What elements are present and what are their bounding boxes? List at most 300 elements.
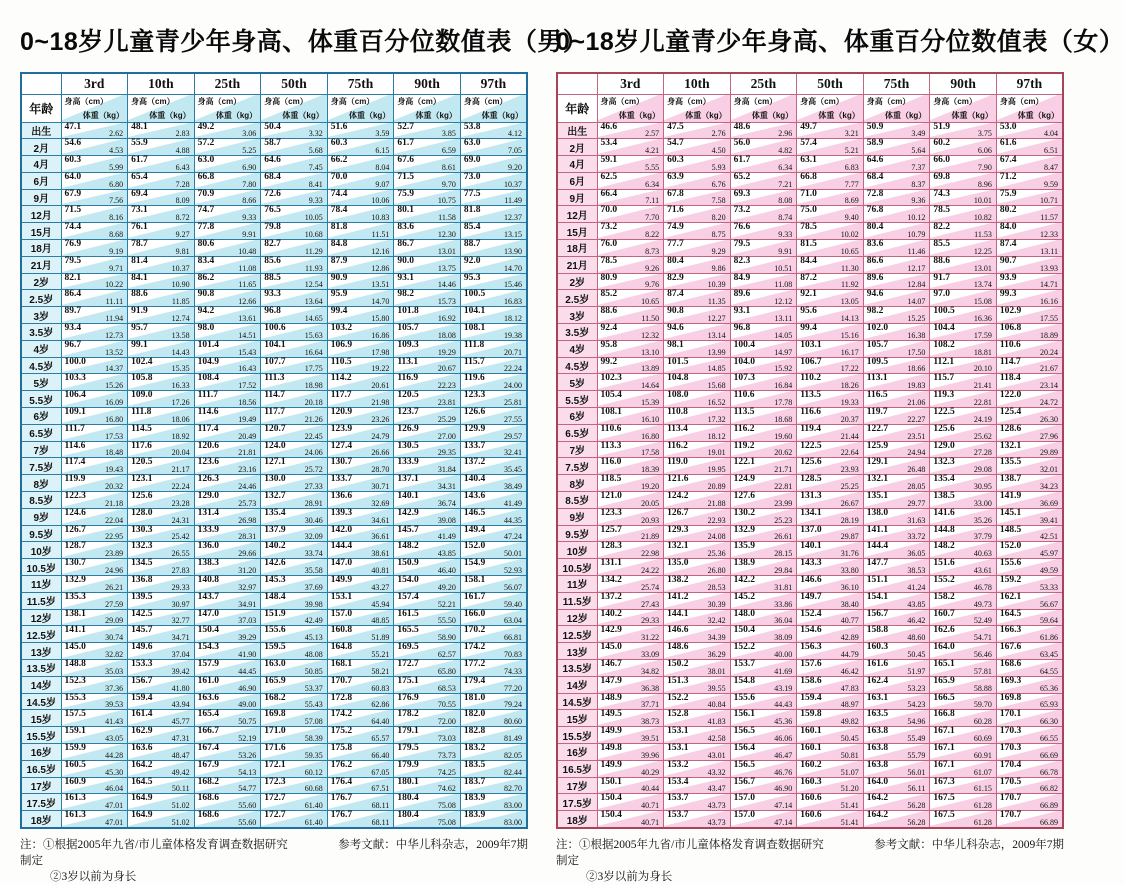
height-value: 117.4 (64, 457, 86, 468)
height-value: 123.3 (600, 507, 622, 518)
weight-value: 51.89 (371, 633, 390, 643)
height-value: 90.8 (667, 306, 684, 317)
height-value: 169.5 (397, 642, 419, 653)
weight-value: 24.06 (304, 448, 323, 458)
value-cell (797, 576, 864, 593)
height-value: 138.5 (933, 491, 955, 502)
age-cell: 15月 (557, 223, 597, 240)
weight-value: 38.53 (907, 566, 926, 576)
weight-value: 21.71 (774, 465, 793, 475)
value-cell (597, 559, 664, 576)
value-cell (460, 391, 527, 408)
height-value: 47.1 (64, 121, 82, 132)
weight-value: 10.83 (371, 213, 390, 223)
height-value: 145.2 (733, 591, 755, 602)
weight-value: 9.59 (1044, 179, 1058, 189)
age-cell: 6.5岁 (557, 424, 597, 441)
height-value: 154.3 (197, 642, 219, 653)
weight-value: 22.64 (840, 448, 859, 458)
value-cell (597, 189, 664, 206)
height-value: 78.5 (600, 255, 618, 266)
value-cell (996, 139, 1063, 156)
table-row (21, 592, 527, 609)
weight-unit-label: 体重（kg） (415, 110, 457, 120)
weight-value: 19.49 (238, 414, 257, 424)
value-cell (597, 811, 664, 828)
height-value: 119.6 (463, 373, 485, 384)
value-cell (460, 340, 527, 357)
value-cell (460, 777, 527, 794)
value-cell (730, 727, 797, 744)
height-value: 85.5 (933, 239, 950, 250)
weight-value: 25.74 (641, 582, 660, 592)
value-cell (930, 223, 997, 240)
height-value: 132.9 (64, 575, 86, 586)
value-cell (261, 576, 328, 593)
weight-value: 14.65 (304, 314, 323, 324)
weight-value: 9.36 (911, 196, 926, 206)
weight-value: 24.19 (973, 414, 992, 424)
height-value: 125.6 (933, 423, 955, 434)
height-value: 154.1 (866, 591, 889, 602)
height-value: 86.6 (866, 255, 884, 266)
height-value: 83.6 (866, 239, 884, 250)
value-cell (394, 324, 461, 341)
value-cell (730, 743, 797, 760)
height-value: 69.0 (463, 155, 481, 166)
value-cell (460, 811, 527, 828)
weight-value: 22.95 (105, 532, 124, 542)
value-cell (597, 256, 664, 273)
value-cell (61, 324, 128, 341)
value-cell (327, 441, 394, 458)
weight-value: 38.73 (641, 717, 660, 727)
height-value: 163.6 (131, 742, 153, 753)
weight-value: 13.15 (504, 230, 522, 240)
weight-value: 27.33 (304, 482, 323, 492)
value-cell (394, 290, 461, 307)
table-row (557, 122, 1063, 139)
value-cell (61, 643, 128, 660)
value-cell (394, 340, 461, 357)
height-value: 49.7 (800, 121, 817, 132)
height-value: 74.4 (64, 222, 82, 233)
height-value: 66.8 (800, 171, 817, 182)
height-value: 84.0 (999, 222, 1017, 233)
value-cell (930, 156, 997, 173)
height-value: 108.0 (667, 390, 689, 401)
weight-value: 21.26 (304, 414, 323, 424)
value-cell (394, 508, 461, 525)
value-cell (61, 710, 128, 727)
value-cell (261, 508, 328, 525)
height-value: 136.0 (197, 541, 219, 552)
value-cell (930, 139, 997, 156)
value-cell (930, 172, 997, 189)
weight-value: 27.96 (1040, 431, 1058, 441)
height-value: 106.7 (800, 356, 822, 367)
height-value: 123.7 (397, 407, 419, 418)
height-value: 65.2 (733, 171, 751, 182)
value-cell (730, 626, 797, 643)
value-cell (664, 340, 731, 357)
weight-value: 23.99 (774, 498, 793, 508)
value-cell (730, 693, 797, 710)
weight-value: 55.49 (907, 733, 926, 743)
height-value: 117.4 (197, 423, 219, 434)
height-value: 81.5 (800, 239, 817, 250)
height-value: 150.4 (733, 625, 755, 636)
height-value: 116.2 (667, 440, 688, 451)
height-value: 113.3 (600, 440, 622, 451)
unit-header (797, 94, 864, 122)
weight-value: 66.89 (1040, 801, 1058, 811)
weight-value: 10.90 (171, 280, 190, 290)
height-value: 73.2 (733, 205, 751, 216)
height-value: 99.4 (330, 306, 348, 317)
height-value: 141.6 (933, 507, 955, 518)
value-cell (327, 122, 394, 139)
weight-value: 11.92 (841, 280, 859, 290)
table-row (21, 760, 527, 777)
height-value: 123.6 (197, 457, 219, 468)
value-cell (797, 643, 864, 660)
age-cell: 4.5岁 (557, 357, 597, 374)
value-cell (797, 206, 864, 223)
weight-value: 75.08 (437, 817, 456, 827)
value-cell (664, 508, 731, 525)
height-value: 132.9 (733, 524, 755, 535)
weight-value: 2.62 (109, 129, 124, 139)
weight-value: 14.85 (707, 364, 726, 374)
height-value: 130.0 (264, 474, 286, 485)
value-cell (863, 542, 930, 559)
height-value: 113.5 (800, 390, 822, 401)
age-cell: 12岁 (21, 609, 61, 626)
weight-value: 35.45 (504, 465, 522, 475)
height-value: 74.4 (330, 188, 348, 199)
height-value: 73.0 (463, 171, 481, 182)
weight-value: 5.93 (711, 162, 726, 172)
age-cell: 13.5岁 (557, 660, 597, 677)
weight-value: 15.80 (371, 314, 390, 324)
age-cell: 4岁 (21, 340, 61, 357)
height-value: 96.7 (64, 339, 82, 350)
value-cell (996, 626, 1063, 643)
value-cell (664, 223, 731, 240)
weight-value: 28.70 (371, 465, 390, 475)
age-cell: 6月 (21, 172, 61, 189)
weight-value: 25.29 (437, 414, 456, 424)
value-cell (797, 408, 864, 425)
weight-value: 48.97 (840, 700, 859, 710)
height-value: 116.5 (866, 390, 888, 401)
value-cell (797, 626, 864, 643)
height-value: 111.3 (264, 373, 285, 384)
height-value: 157.9 (197, 659, 219, 669)
weight-value: 70.83 (504, 650, 522, 659)
unit-header (394, 94, 461, 122)
weight-value: 8.16 (109, 213, 124, 223)
height-value: 168.2 (264, 692, 286, 703)
height-value: 67.4 (999, 155, 1017, 166)
height-value: 54.6 (64, 138, 82, 149)
value-cell (730, 139, 797, 156)
weight-value: 64.55 (1040, 666, 1058, 676)
value-cell (597, 357, 664, 374)
height-value: 174.2 (330, 709, 353, 720)
value-cell (996, 324, 1063, 341)
value-cell (261, 391, 328, 408)
height-value: 131.3 (800, 491, 822, 502)
value-cell (597, 609, 664, 626)
value-cell (261, 626, 328, 643)
weight-value: 52.21 (437, 599, 456, 609)
value-cell (863, 727, 930, 744)
age-cell: 5.5岁 (557, 391, 597, 408)
weight-value: 25.62 (973, 431, 992, 441)
value-cell (194, 760, 261, 777)
age-cell: 17岁 (557, 777, 597, 794)
weight-value: 47.01 (105, 817, 124, 827)
weight-value: 44.43 (774, 700, 793, 710)
value-cell (797, 743, 864, 760)
value-cell (128, 374, 195, 391)
height-value: 150.2 (667, 659, 689, 669)
value-cell (664, 424, 731, 441)
boys-reference: 参考文献：中华儿科杂志，2009年7期 (338, 838, 528, 851)
height-value: 168.6 (197, 810, 219, 821)
height-value: 147.0 (330, 558, 353, 569)
percentile-header: 50th (797, 73, 864, 94)
height-value: 132.1 (667, 541, 689, 552)
height-value: 69.4 (131, 188, 148, 199)
height-value: 105.7 (866, 339, 889, 350)
weight-value: 26.21 (105, 582, 124, 592)
value-cell (996, 408, 1063, 425)
height-value: 122.1 (733, 457, 755, 468)
value-cell (664, 290, 731, 307)
value-cell (597, 122, 664, 139)
value-cell (261, 643, 328, 660)
value-cell (664, 559, 731, 576)
age-cell: 5.5岁 (21, 391, 61, 408)
table-row (21, 458, 527, 475)
weight-value: 54.96 (907, 717, 926, 727)
value-cell (597, 324, 664, 341)
value-cell (61, 172, 128, 189)
height-value: 84.8 (330, 239, 348, 250)
value-cell (128, 156, 195, 173)
height-value: 152.0 (463, 541, 486, 552)
value-cell (394, 374, 461, 391)
weight-value: 30.46 (304, 515, 323, 525)
height-value: 176.7 (330, 810, 353, 821)
value-cell (460, 374, 527, 391)
age-cell: 9月 (557, 189, 597, 206)
weight-value: 22.81 (774, 482, 793, 492)
weight-value: 16.80 (105, 414, 124, 424)
value-cell (394, 156, 461, 173)
weight-value: 14.13 (840, 314, 859, 324)
height-value: 148.8 (64, 659, 86, 669)
height-value: 126.6 (463, 407, 486, 418)
height-value: 116.2 (733, 423, 755, 434)
height-value: 140.1 (397, 491, 419, 502)
table-row (21, 676, 527, 693)
age-cell: 15岁 (557, 710, 597, 727)
weight-value: 43.05 (105, 733, 124, 743)
weight-value: 22.98 (641, 549, 660, 559)
height-value: 82.9 (667, 272, 684, 283)
value-cell (194, 424, 261, 441)
value-cell (128, 811, 195, 828)
value-cell (460, 592, 527, 609)
value-cell (128, 206, 195, 223)
value-cell (797, 122, 864, 139)
value-cell (863, 156, 930, 173)
value-cell (128, 475, 195, 492)
height-value: 66.2 (330, 155, 348, 166)
value-cell (327, 357, 394, 374)
weight-value: 74.33 (504, 666, 522, 676)
weight-value: 15.26 (105, 381, 124, 391)
height-value: 145.7 (397, 524, 419, 535)
height-value: 138.1 (64, 608, 86, 619)
table-row (557, 676, 1063, 693)
height-value: 139.5 (131, 591, 153, 602)
weight-value: 32.69 (371, 498, 390, 508)
value-cell (996, 559, 1063, 576)
height-value: 160.5 (64, 759, 86, 770)
weight-value: 8.20 (711, 213, 726, 223)
height-value: 110.2 (800, 373, 822, 384)
weight-value: 32.97 (238, 582, 257, 592)
value-cell (128, 391, 195, 408)
value-cell (327, 458, 394, 475)
height-value: 84.1 (131, 272, 148, 283)
height-value: 48.6 (733, 121, 751, 132)
height-value: 80.1 (397, 205, 414, 216)
weight-value: 16.86 (371, 330, 390, 340)
value-cell (128, 240, 195, 257)
weight-value: 6.59 (441, 146, 456, 156)
weight-value: 41.49 (504, 498, 522, 508)
weight-value: 52.49 (973, 616, 992, 626)
age-cell: 21月 (21, 256, 61, 273)
value-cell (930, 374, 997, 391)
girls-notes (556, 837, 1064, 885)
height-value: 133.9 (397, 457, 419, 468)
height-value: 150.1 (600, 776, 622, 787)
weight-value: 51.41 (840, 801, 859, 811)
weight-value: 36.29 (707, 650, 726, 659)
weight-value: 24.46 (238, 482, 257, 492)
weight-value: 61.15 (973, 784, 992, 794)
weight-value: 55.50 (437, 616, 456, 626)
value-cell (730, 559, 797, 576)
value-cell (996, 122, 1063, 139)
weight-value: 16.33 (171, 381, 190, 391)
weight-value: 33.74 (304, 549, 323, 559)
value-cell (863, 357, 930, 374)
height-value: 103.1 (800, 339, 822, 350)
value-cell (460, 660, 527, 677)
height-value: 115.7 (463, 356, 485, 367)
weight-unit-label: 体重（kg） (685, 110, 727, 120)
height-value: 149.6 (131, 642, 153, 653)
weight-value: 22.93 (707, 515, 726, 525)
value-cell (394, 139, 461, 156)
height-value: 175.2 (330, 726, 353, 737)
value-cell (327, 609, 394, 626)
weight-value: 31.81 (774, 582, 793, 592)
value-cell (730, 492, 797, 509)
value-cell (61, 256, 128, 273)
weight-value: 13.99 (707, 347, 726, 357)
height-value: 77.5 (463, 188, 481, 199)
value-cell (797, 660, 864, 677)
height-value: 162.9 (131, 726, 153, 737)
value-cell (394, 256, 461, 273)
weight-value: 12.16 (371, 246, 390, 256)
weight-value: 43.27 (371, 582, 390, 592)
height-value: 93.1 (733, 306, 751, 317)
value-cell (730, 441, 797, 458)
weight-value: 63.45 (1040, 650, 1058, 659)
weight-value: 56.07 (504, 582, 522, 592)
height-value: 174.2 (463, 642, 486, 653)
table-row (557, 643, 1063, 660)
weight-value: 7.05 (508, 146, 522, 156)
value-cell (460, 223, 527, 240)
value-cell (327, 340, 394, 357)
value-cell (730, 576, 797, 593)
value-cell (61, 743, 128, 760)
height-value: 179.9 (397, 759, 419, 770)
value-cell (327, 693, 394, 710)
value-cell (996, 172, 1063, 189)
weight-value: 13.75 (437, 263, 456, 273)
weight-value: 18.81 (973, 347, 992, 357)
value-cell (460, 256, 527, 273)
value-cell (128, 676, 195, 693)
value-cell (664, 777, 731, 794)
height-value: 160.7 (933, 608, 955, 619)
weight-value: 10.65 (641, 297, 660, 307)
value-cell (194, 240, 261, 257)
weight-value: 19.60 (774, 431, 793, 441)
height-value: 121.6 (667, 474, 689, 485)
weight-value: 28.15 (774, 549, 793, 559)
height-value: 125.7 (600, 524, 622, 535)
weight-value: 12.37 (504, 213, 522, 223)
table-row (21, 156, 527, 173)
value-cell (597, 240, 664, 257)
value-cell (597, 794, 664, 811)
weight-value: 46.42 (907, 616, 926, 626)
value-cell (664, 811, 731, 828)
value-cell (597, 743, 664, 760)
height-value: 165.9 (264, 675, 286, 686)
value-cell (863, 525, 930, 542)
value-cell (194, 324, 261, 341)
height-value: 78.5 (933, 205, 950, 216)
weight-value: 20.67 (437, 364, 456, 374)
weight-value: 40.81 (371, 566, 390, 576)
weight-value: 55.43 (304, 700, 323, 710)
weight-value: 5.64 (911, 146, 926, 156)
